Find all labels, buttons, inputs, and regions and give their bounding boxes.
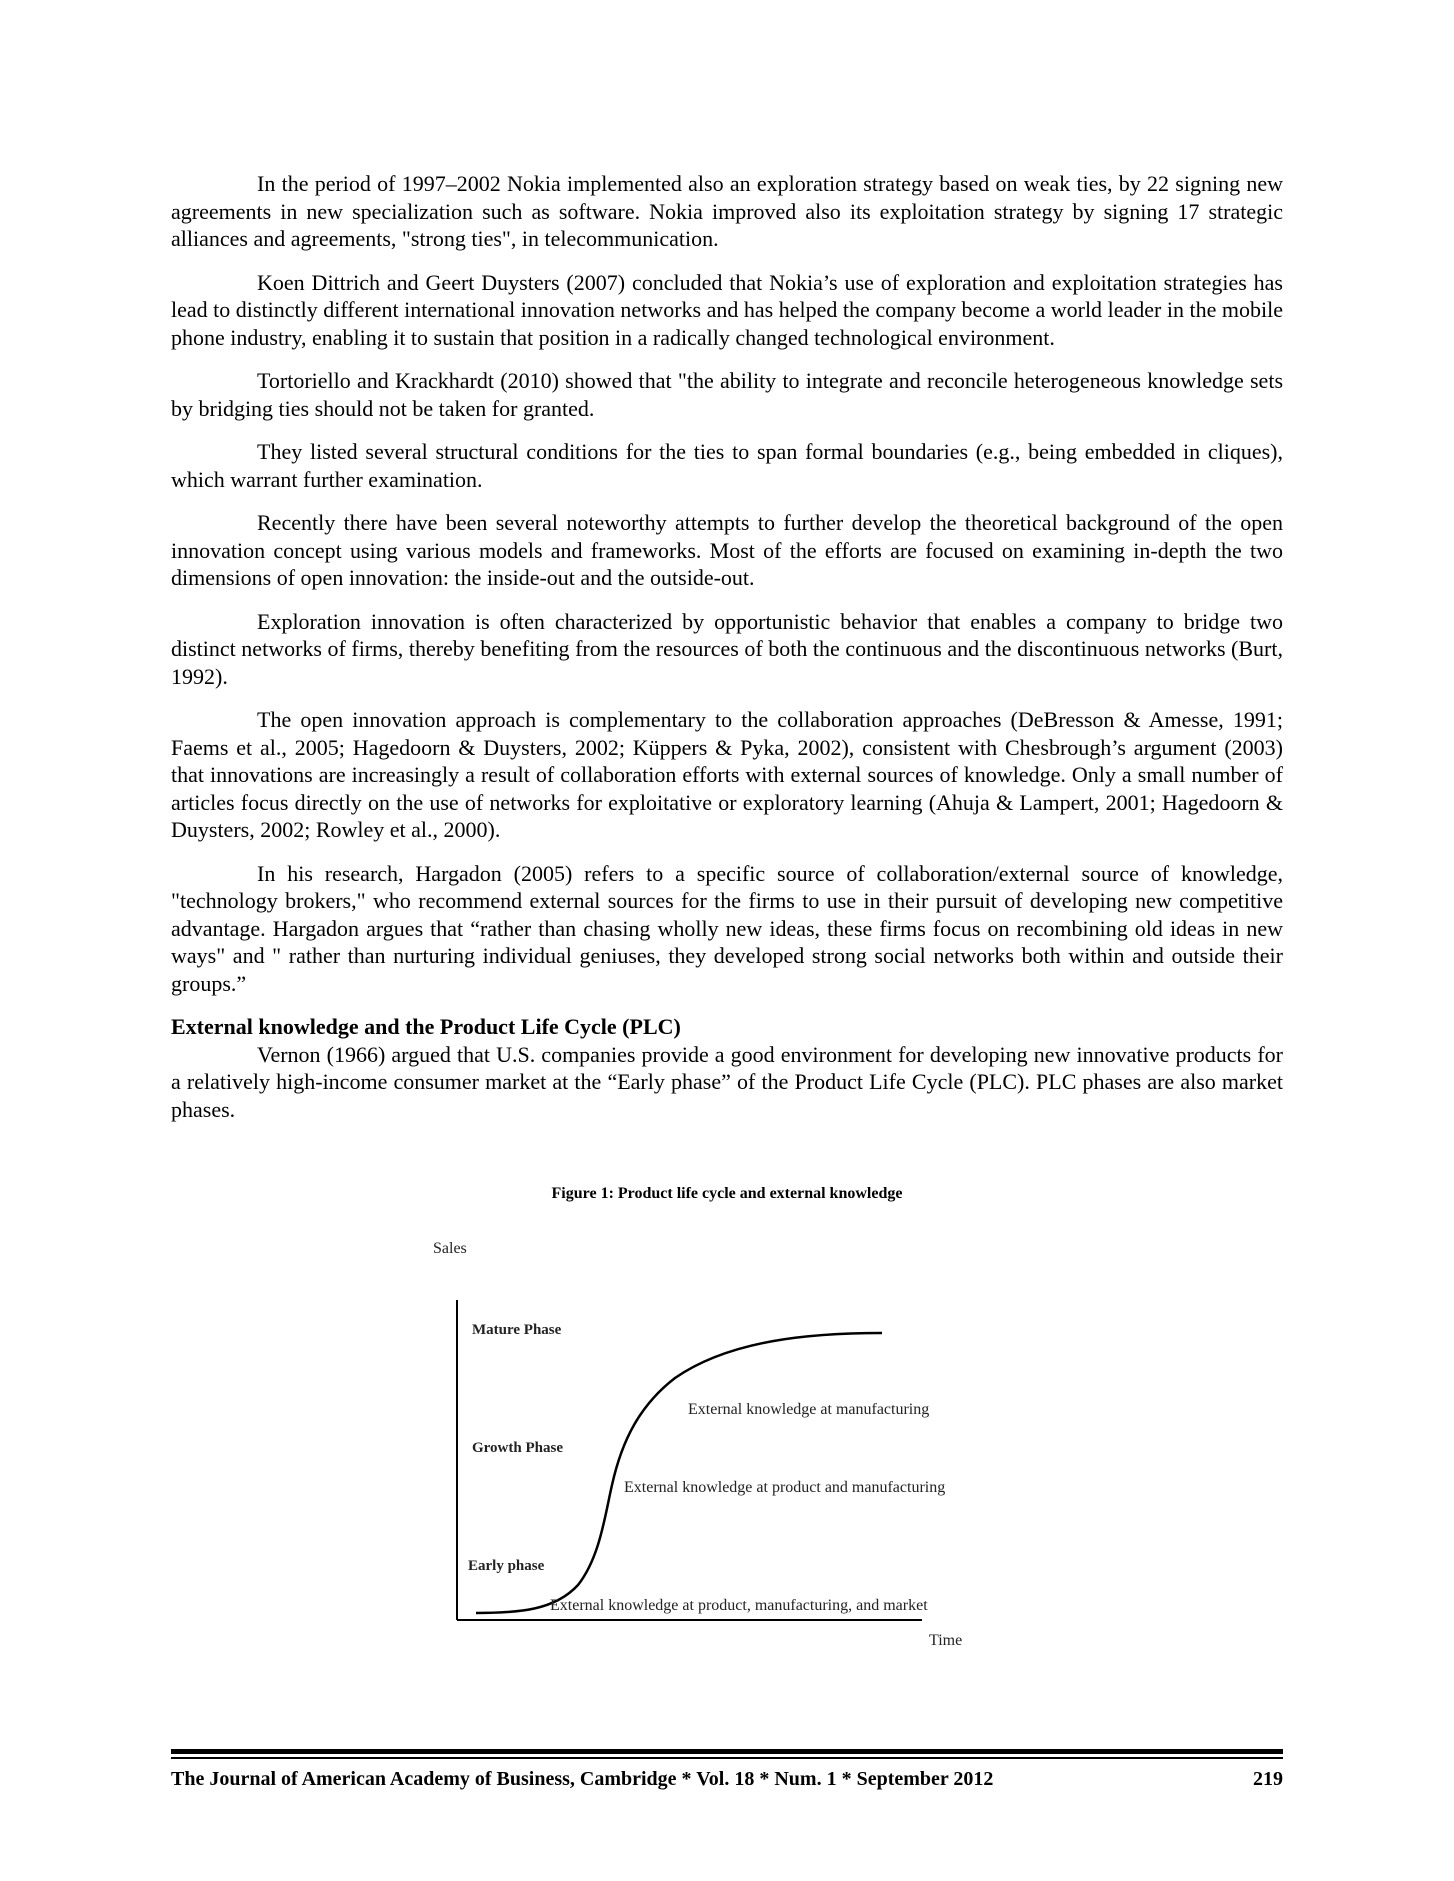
- plc-diagram: [0, 1185, 1454, 1665]
- paragraph-7: The open innovation approach is complementary to the collaboration approaches (DeBresson & Amesse, 1991; Faems et al., 2005; Hagedoorn & Duysters, 2002; Küppers & Pyka, 2002), consistent with Chesbrough’s argument (2003) that innovations are increasingly a result of collaboration efforts with external sources of knowledge. Only a small number of articles focus directly on the use of networks for exploitative or exploratory learning (Ahuja & Lampert, 2001; Hagedoorn & Duysters, 2002; Rowley et al., 2000).: [171, 707, 1283, 842]
- paragraph-6: Exploration innovation is often characterized by opportunistic behavior that enables a company to bridge two distinct networks of firms, thereby benefiting from the resources of both the continuous and the discontinuous networks (Burt, 1992).: [171, 608, 1283, 689]
- paragraph-4: They listed several structural conditions for the ties to span formal boundaries (e.g., being embedded in cliques), which warrant further examination.: [171, 439, 1283, 492]
- paragraph-3: Tortoriello and Krackhardt (2010) showed that "the ability to integrate and reconcile heterogeneous knowledge sets by bridging ties should not be taken for granted.: [171, 368, 1283, 421]
- annotation-product-manufacturing: External knowledge at product and manufacturing: [624, 1479, 946, 1496]
- section-heading: External knowledge and the Product Life Cycle (PLC): [171, 1014, 681, 1039]
- phase-label-mature: Mature Phase: [472, 1322, 562, 1338]
- paragraph-1: In the period of 1997–2002 Nokia implemented also an exploration strategy based on weak ties, by 22 signing new agreements in new specialization such as software. Nokia improved also its exploitation strategy by signing 17 strategic alliances and agreements, "strong ties", in telecommunication.: [171, 171, 1283, 251]
- phase-label-growth: Growth Phase: [472, 1440, 563, 1456]
- paragraph-2: Koen Dittrich and Geert Duysters (2007) concluded that Nokia’s use of exploration and exploitation strategies has lead to distinctly different international innovation networks and has helped the company become a world leader in the mobile phone industry, enabling it to sustain that position in a radically changed technological environment.: [171, 269, 1283, 350]
- phase-label-early: Early phase: [468, 1558, 545, 1574]
- footer-journal-citation: The Journal of American Academy of Business, Cambridge * Vol. 18 * Num. 1 * September 2012: [171, 1768, 994, 1790]
- footer-rule-thick: [171, 1749, 1283, 1754]
- body-text: [171, 170, 1283, 1123]
- x-axis-label: Time: [929, 1632, 963, 1649]
- paragraph-8: In his research, Hargadon (2005) refers to a specific source of collaboration/external source of knowledge, "technology brokers," who recommend external sources for the firms to use in their pursuit of developing new competitive advantage. Hargadon argues that “rather than chasing wholly new ideas, these firms focus on recombining old ideas in new ways" and " rather than nurturing individual geniuses, they developed strong social networks both within and outside their groups.”: [171, 860, 1283, 996]
- figure-caption: Figure 1: Product life cycle and external knowledge: [551, 1185, 903, 1202]
- footer-rule-thin: [171, 1757, 1283, 1759]
- figure-plc: [0, 1185, 1454, 1665]
- annotation-product-manufacturing-market: External knowledge at product, manufacturing, and market: [550, 1597, 928, 1614]
- section-paragraph: Vernon (1966) argued that U.S. companies provide a good environment for developing new innovative products for a relatively high-income consumer market at the “Early phase” of the Product Life Cycle (PLC). PLC phases are also market phases.: [171, 1041, 1283, 1122]
- y-axis-label: Sales: [433, 1240, 467, 1257]
- paragraph-5: Recently there have been several noteworthy attempts to further develop the theoretical background of the open innovation concept using various models and frameworks. Most of the efforts are focused on examining in-depth the two dimensions of open innovation: the inside-out and the outside-out.: [171, 510, 1283, 590]
- annotation-manufacturing: External knowledge at manufacturing: [688, 1401, 930, 1418]
- footer-page-number: 219: [1253, 1768, 1283, 1790]
